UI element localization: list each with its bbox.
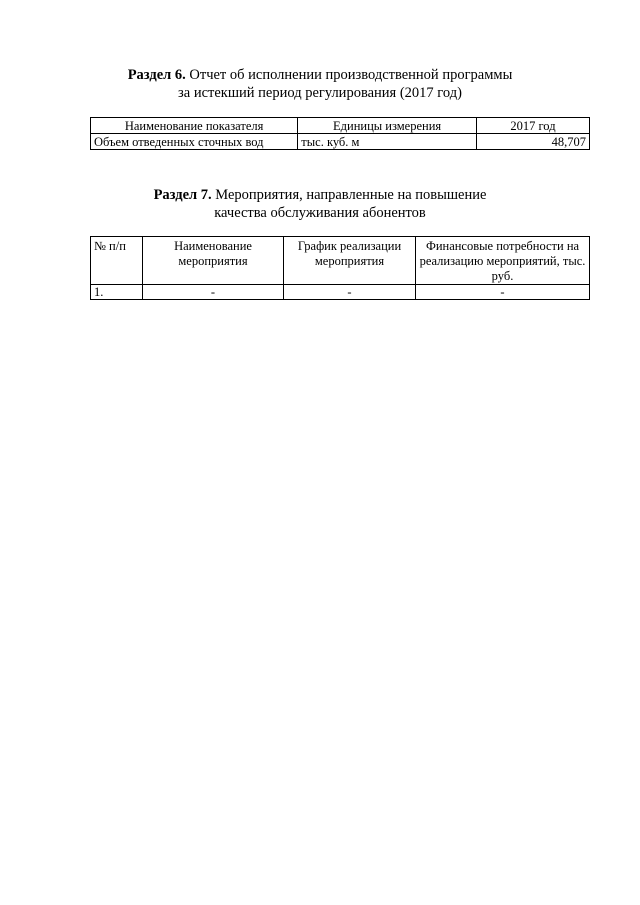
header-schedule: График реализации мероприятия bbox=[284, 237, 416, 285]
header-measure-name: Наименование мероприятия bbox=[143, 237, 284, 285]
cell-schedule: - bbox=[284, 285, 416, 300]
header-units: Единицы измерения bbox=[298, 118, 477, 134]
measures-table bbox=[90, 236, 590, 300]
cell-indicator: Объем отведенных сточных вод bbox=[91, 134, 298, 150]
cell-unit: тыс. куб. м bbox=[298, 134, 477, 150]
section7-title-line2: качества обслуживания абонентов bbox=[214, 205, 426, 221]
production-program-table bbox=[90, 117, 590, 150]
table-row bbox=[91, 285, 590, 300]
table-header-row bbox=[91, 118, 590, 134]
section6-title-line1: Отчет об исполнении производственной программы bbox=[185, 67, 513, 83]
header-indicator-name: Наименование показателя bbox=[91, 118, 298, 134]
section7-heading bbox=[0, 186, 640, 222]
table-header-row bbox=[91, 237, 590, 285]
cell-financial: - bbox=[416, 285, 590, 300]
cell-measure: - bbox=[143, 285, 284, 300]
table-row bbox=[91, 134, 590, 150]
header-year: 2017 год bbox=[476, 118, 589, 134]
section6-title-line2: за истекший период регулирования (2017 год) bbox=[178, 85, 462, 101]
section6-label: Раздел 6. bbox=[127, 67, 186, 83]
cell-value: 48,707 bbox=[476, 134, 589, 150]
section6-heading bbox=[0, 66, 640, 102]
header-financial-needs: Финансовые потребности на реализацию мероприятий, тыс. руб. bbox=[416, 237, 590, 285]
cell-number: 1. bbox=[91, 285, 143, 300]
section7-title-line1: Мероприятия, направленные на повышение bbox=[211, 187, 487, 203]
header-number: № п/п bbox=[91, 237, 143, 285]
section7-label: Раздел 7. bbox=[153, 187, 212, 203]
